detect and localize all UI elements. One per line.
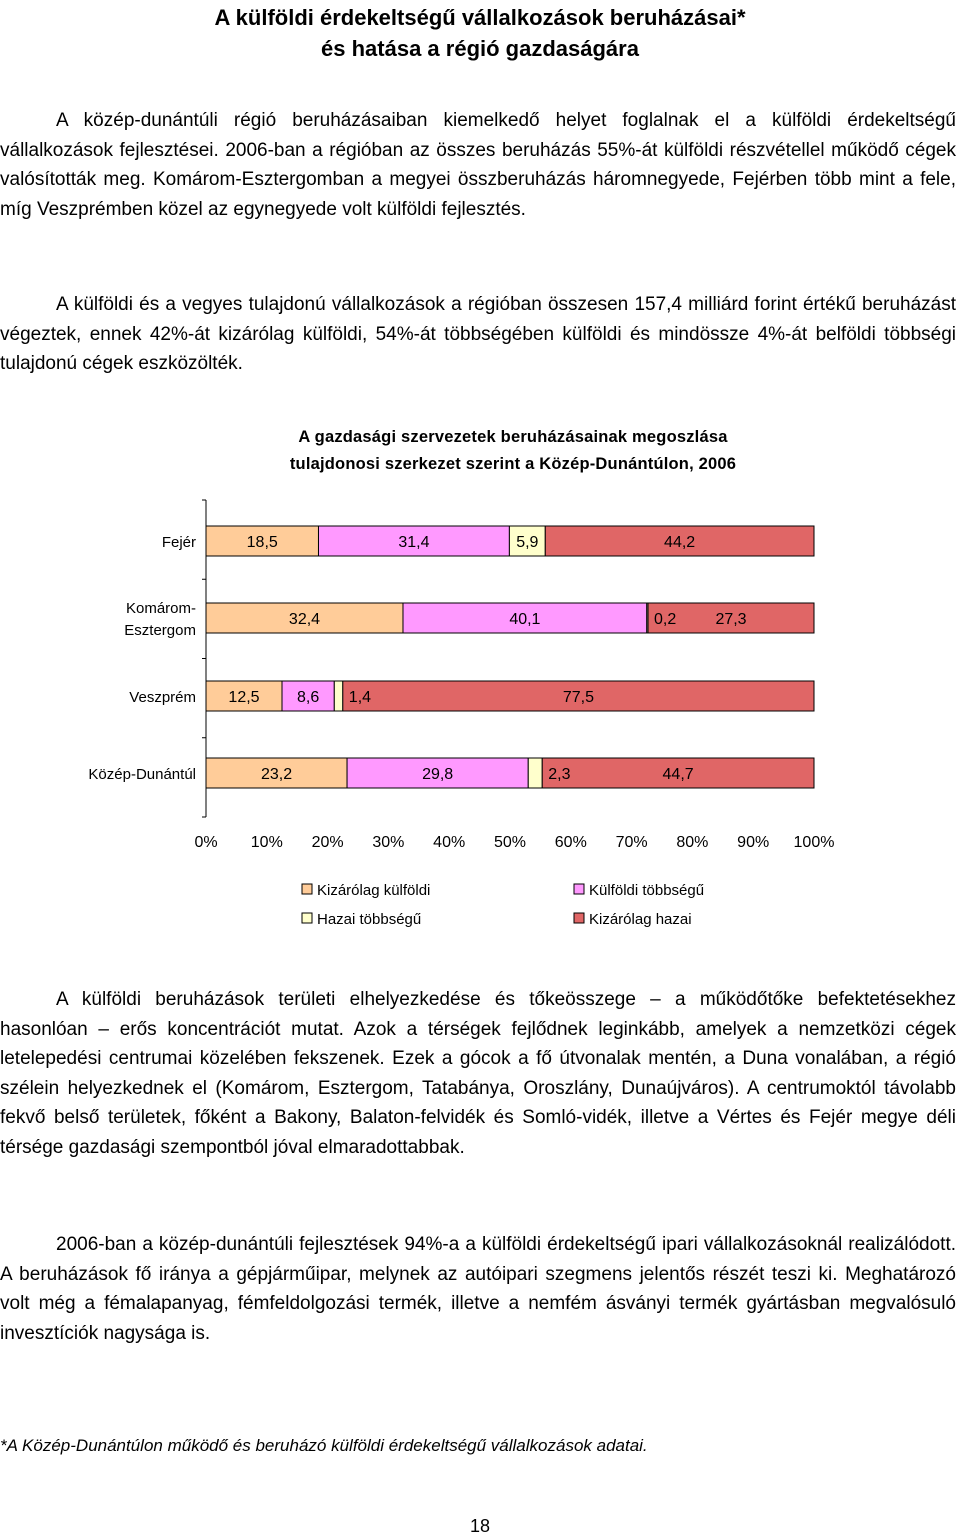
legend-label: Kizárólag hazai [589, 911, 692, 928]
paragraph-3-text: A külföldi beruházások területi elhelyezkedése és tőkeösszege – a működőtőke befektetésekhez hasonlóan – erős koncentrációt mutat. Azok a térségek fejlődnek leginkább, amelyek a nemzetközi cégek letelepedési centrumai közelében fekszenek. Ezek a gócok a fő útvonalak mentén, a Duna vonalában, a régió szélein helyezkednek el (Komárom, Esztergom, Tatabánya, Oroszlány, Dunaújváros). A centrumoktól távolabb fekvő belső területek, főként a Bakony, Balaton-felvidék és Somló-vidék, illetve a Vértes és Fejér megye déli térsége gazdasági szempontból jóval elmaradottabbak. [0, 989, 956, 1158]
data-label: 77,5 [562, 689, 594, 706]
stacked-bar-chart [0, 490, 960, 950]
legend-label: Külföldi többségű [589, 882, 705, 899]
x-tick-label: 60% [554, 834, 587, 851]
document-title [0, 2, 960, 64]
x-tick-label: 30% [372, 834, 405, 851]
data-label: 18,5 [246, 534, 278, 551]
title-line-1: A külföldi érdekeltségű vállalkozások beruházásai* [214, 5, 746, 30]
bar-segment [528, 758, 542, 788]
legend-swatch [574, 913, 584, 923]
data-label: 44,7 [662, 766, 694, 783]
legend-label: Kizárólag külföldi [317, 882, 431, 899]
legend-swatch [302, 884, 312, 894]
x-tick-label: 100% [793, 834, 835, 851]
data-label: 12,5 [228, 689, 260, 706]
chart-title [0, 424, 960, 478]
x-tick-label: 20% [311, 834, 344, 851]
x-tick-label: 50% [493, 834, 527, 851]
paragraph-2-text: A külföldi és a vegyes tulajdonú vállalkozások a régióban összesen 157,4 milliárd forint értékű beruházást végeztek, ennek 42%-át kizárólag külföldi, 54%-át többségében külföldi és mindössze 4%-át belföldi többségi tulajdonú cégek eszközölték. [0, 294, 956, 374]
legend-swatch [574, 884, 584, 894]
data-label: 5,9 [516, 534, 539, 551]
chart-title-line-2: tulajdonosi szerkezet szerint a Közép-Dunántúlon, 2006 [289, 455, 737, 473]
paragraph-3 [0, 985, 956, 1162]
x-tick-label: 80% [676, 834, 709, 851]
paragraph-1 [0, 106, 956, 224]
data-label: 40,1 [509, 611, 541, 628]
data-label: 27,3 [715, 611, 747, 628]
data-label: 8,6 [297, 689, 320, 706]
data-label: 32,4 [288, 611, 321, 628]
data-label: 1,4 [348, 689, 372, 706]
paragraph-4 [0, 1230, 956, 1348]
category-label: Komárom- [125, 600, 196, 617]
data-label: 31,4 [398, 534, 430, 551]
title-line-2: és hatása a régió gazdaságára [321, 36, 639, 61]
data-label: 0,2 [654, 611, 677, 628]
category-label: Veszprém [129, 689, 196, 706]
paragraph-1-text: A közép-dunántúli régió beruházásaiban kiemelkedő helyet foglalnak el a külföldi érdekeltségű vállalkozások fejlesztései. 2006-ban a régióban az összes beruházás 55%-át külföldi részvétellel működő cégek valósították meg. Komárom-Esztergomban a megyei összberuházás háromnegyede, Fejérben több mint a fele, míg Veszprémben közel az egynegyede volt külföldi fejlesztés. [0, 110, 956, 220]
paragraph-2 [0, 290, 956, 379]
x-tick-label: 10% [250, 834, 283, 851]
chart-title-line-1: A gazdasági szervezetek beruházásainak megoszlása [298, 428, 728, 446]
paragraph-4-text: 2006-ban a közép-dunántúli fejlesztések 94%-a a külföldi érdekeltségű ipari vállalkozásoknál realizálódott. A beruházások fő iránya a gépjárműipar, melynek az autóipari szegmens jelentős részét teszi ki. Meghatározó volt még a fémalapanyag, fémfeldolgozási termék, illetve a nemfém ásványi termék gyártásban megvalósuló invesztíciók nagysága is. [0, 1234, 956, 1344]
data-label: 44,2 [664, 534, 696, 551]
bar-segment [334, 681, 343, 711]
data-label: 23,2 [260, 766, 293, 783]
footnote: *A Közép-Dunántúlon működő és beruházó külföldi érdekeltségű vállalkozások adatai. [0, 1436, 648, 1455]
legend-label: Hazai többségű [317, 911, 422, 928]
x-tick-label: 90% [737, 834, 770, 851]
data-label: 2,3 [548, 766, 571, 783]
category-label: Közép-Dunántúl [88, 766, 196, 783]
category-label: Fejér [161, 534, 196, 551]
page-number: 18 [469, 1516, 491, 1536]
data-label: 29,8 [422, 766, 454, 783]
category-label: Esztergom [124, 622, 196, 639]
x-tick-label: 40% [433, 834, 466, 851]
x-tick-label: 0% [194, 834, 218, 851]
x-tick-label: 70% [615, 834, 648, 851]
legend-swatch [302, 913, 312, 923]
